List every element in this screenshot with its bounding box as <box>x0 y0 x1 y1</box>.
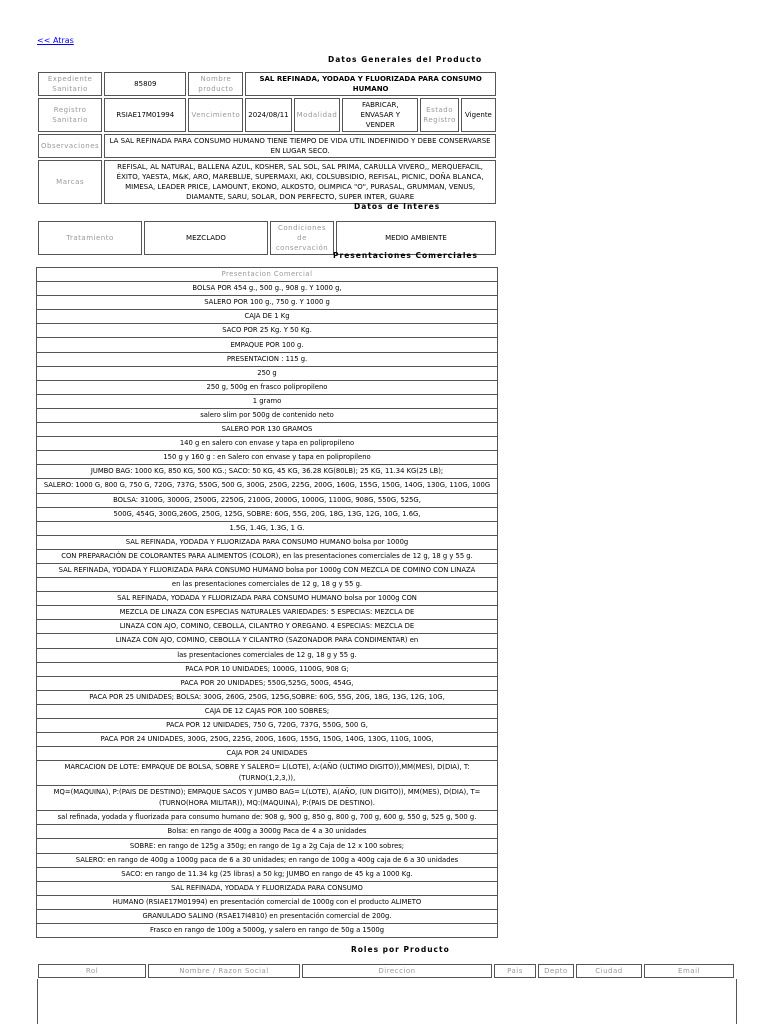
presentacion-row <box>37 677 497 691</box>
modalidad-label: Modalidad <box>294 98 341 132</box>
presentacion-row <box>37 910 497 924</box>
presentacion-cell: SACO: en rango de 11.34 kg (25 libras) a 50 kg; JUMBO en rango de 45 kg a 1000 Kg. <box>37 868 497 882</box>
presentacion-cell: LINAZA CON AJO, COMINO, CEBOLLA Y CILANTRO (SAZONADOR PARA CONDIMENTAR) en <box>37 634 497 648</box>
presentacion-row <box>37 649 497 663</box>
presentacion-row <box>37 592 497 606</box>
presentacion-row <box>37 353 497 367</box>
presentacion-row <box>37 409 497 423</box>
presentaciones-title: Presentaciones Comerciales <box>333 251 478 260</box>
registro-label: Registro Sanitario <box>38 98 102 132</box>
condiciones-value: MEDIO AMBIENTE <box>336 221 496 255</box>
presentacion-cell: SOBRE: en rango de 125g a 350g; en rango de 1g a 2g Caja de 12 x 100 sobres; <box>37 839 497 853</box>
presentacion-row <box>37 719 497 733</box>
presentacion-row <box>37 564 497 578</box>
presentacion-cell: 140 g en salero con envase y tapa en polipropileno <box>37 437 497 451</box>
roles-empty-row <box>37 979 737 1024</box>
registro-value: RSIAE17M01994 <box>104 98 186 132</box>
roles-table <box>36 962 736 980</box>
presentacion-cell: MQ=(MAQUINA), P:(PAIS DE DESTINO); EMPAQUE SACOS Y JUMBO BAG= L(LOTE), A(AÑO, (UN DIGITO)), MM(MES), D(DIA), T= (TURNO(HORA MILITAR)), MQ:(MAQUINA), P:(PAIS DE DESTINO). <box>37 786 497 811</box>
presentacion-row <box>37 691 497 705</box>
expediente-value: 85809 <box>104 72 186 96</box>
nombre-label: Nombre producto <box>188 72 243 96</box>
presentacion-row <box>37 825 497 839</box>
presentacion-cell: SAL REFINADA, YODADA Y FLUORIZADA PARA CONSUMO HUMANO bolsa por 1000g CON MEZCLA DE COMINO CON LINAZA <box>37 564 497 578</box>
presentacion-row <box>37 522 497 536</box>
presentacion-row <box>37 747 497 761</box>
presentacion-cell: SALERO POR 130 GRAMOS <box>37 423 497 437</box>
roles-header-email: Email <box>644 964 734 978</box>
presentaciones-table <box>36 267 498 938</box>
marcas-label: Marcas <box>38 160 102 204</box>
estado-value: Vigente <box>461 98 496 132</box>
presentacion-cell: sal refinada, yodada y fluorizada para consumo humano de: 908 g, 900 g, 850 g, 800 g, 700 g, 600 g, 550 g, 525 g, 500 g. <box>37 811 497 825</box>
presentacion-cell: SAL REFINADA, YODADA Y FLUORIZADA PARA CONSUMO <box>37 882 497 896</box>
back-link[interactable]: << Atras <box>37 36 74 45</box>
presentacion-cell: PACA POR 12 UNIDADES, 750 G, 720G, 737G, 550G, 500 G, <box>37 719 497 733</box>
roles-title: Roles por Producto <box>351 945 450 954</box>
presentacion-row <box>37 550 497 564</box>
vencimiento-label: Vencimiento <box>188 98 243 132</box>
presentacion-cell: MEZCLA DE LINAZA CON ESPECIAS NATURALES VARIEDADES: 5 ESPECIAS: MEZCLA DE <box>37 606 497 620</box>
presentacion-cell: GRANULADO SALINO (RSAE17I4810) en presentación comercial de 200g. <box>37 910 497 924</box>
presentacion-cell: SAL REFINADA, YODADA Y FLUORIZADA PARA CONSUMO HUMANO bolsa por 1000g CON <box>37 592 497 606</box>
presentacion-cell: MARCACION DE LOTE: EMPAQUE DE BOLSA, SOBRE Y SALERO= L(LOTE), A:(AÑO (ULTIMO DIGITO)),MM(MES), D(DIA), T:(TURNO(1,2,3,)), <box>37 761 497 786</box>
modalidad-value: FABRICAR, ENVASAR Y VENDER <box>342 98 418 132</box>
presentacion-row <box>37 423 497 437</box>
presentacion-row <box>37 437 497 451</box>
presentacion-cell: SALERO: 1000 G, 800 G, 750 G, 720G, 737G, 550G, 500 G, 300G, 250G, 225G, 200G, 160G, 155G, 150G, 140G, 130G, 110G, 100G <box>37 479 497 493</box>
presentacion-cell: BOLSA POR 454 g., 500 g., 908 g. Y 1000 g, <box>37 282 497 296</box>
observaciones-label: Observaciones <box>38 134 102 158</box>
roles-header-nombre: Nombre / Razon Social <box>148 964 300 978</box>
estado-label: Estado Registro <box>420 98 459 132</box>
presentacion-row <box>37 310 497 324</box>
presentacion-row <box>37 451 497 465</box>
presentacion-row <box>37 761 497 786</box>
presentacion-row <box>37 494 497 508</box>
presentacion-row <box>37 786 497 811</box>
presentacion-row <box>37 705 497 719</box>
presentacion-cell: 1 gramo <box>37 395 497 409</box>
presentacion-cell: PACA POR 10 UNIDADES; 1000G, 1100G, 908 G; <box>37 663 497 677</box>
presentacion-cell: JUMBO BAG: 1000 KG, 850 KG, 500 KG.; SACO: 50 KG, 45 KG, 36.28 KG(80LB); 25 KG, 11.34 KG(25 LB); <box>37 465 497 479</box>
presentacion-row <box>37 324 497 338</box>
presentacion-row <box>37 338 497 352</box>
presentacion-row <box>37 536 497 550</box>
presentacion-row <box>37 367 497 381</box>
presentacion-cell: PRESENTACION : 115 g. <box>37 353 497 367</box>
presentacion-cell: CAJA DE 12 CAJAS POR 100 SOBRES; <box>37 705 497 719</box>
presentacion-row <box>37 634 497 648</box>
vencimiento-value: 2024/08/11 <box>245 98 291 132</box>
presentacion-row <box>37 663 497 677</box>
presentacion-row <box>37 854 497 868</box>
expediente-label: Expediente Sanitario <box>38 72 102 96</box>
presentacion-cell: 250 g <box>37 367 497 381</box>
presentacion-row <box>37 733 497 747</box>
presentacion-cell: 500G, 454G, 300G,260G, 250G, 125G, SOBRE: 60G, 55G, 20G, 18G, 13G, 12G, 10G, 1.6G, <box>37 508 497 522</box>
presentacion-cell: SALERO: en rango de 400g a 1000g paca de 6 a 30 unidades; en rango de 100g a 400g caja de 6 a 30 unidades <box>37 854 497 868</box>
presentacion-cell: Bolsa: en rango de 400g a 3000g Paca de 4 a 30 unidades <box>37 825 497 839</box>
presentacion-cell: salero slim por 500g de contenido neto <box>37 409 497 423</box>
presentacion-row <box>37 508 497 522</box>
tratamiento-label: Tratamiento <box>38 221 142 255</box>
presentacion-cell: PACA POR 24 UNIDADES, 300G, 250G, 225G, 200G, 160G, 155G, 150G, 140G, 130G, 110G, 100G, <box>37 733 497 747</box>
presentacion-cell: las presentaciones comerciales de 12 g, 18 g y 55 g. <box>37 649 497 663</box>
roles-header-ciudad: Ciudad <box>576 964 642 978</box>
roles-header-direccion: Direccion <box>302 964 492 978</box>
tratamiento-value: MEZCLADO <box>144 221 268 255</box>
presentacion-cell: 1.5G, 1.4G, 1.3G, 1 G. <box>37 522 497 536</box>
presentacion-row <box>37 282 497 296</box>
presentacion-row <box>37 395 497 409</box>
presentacion-cell: PACA POR 20 UNIDADES; 550G,525G, 500G, 454G, <box>37 677 497 691</box>
observaciones-value: LA SAL REFINADA PARA CONSUMO HUMANO TIENE TIEMPO DE VIDA UTIL INDEFINIDO Y DEBE CONSERVARSE EN LUGAR SECO. <box>104 134 496 158</box>
nombre-value: SAL REFINADA, YODADA Y FLUORIZADA PARA CONSUMO HUMANO <box>245 72 496 96</box>
presentacion-row <box>37 896 497 910</box>
presentacion-cell: CON PREPARACIÓN DE COLORANTES PARA ALIMENTOS (COLOR), en las presentaciones comerciales de 12 g, 18 g y 55 g. <box>37 550 497 564</box>
presentacion-cell: SAL REFINADA, YODADA Y FLUORIZADA PARA CONSUMO HUMANO bolsa por 1000g <box>37 536 497 550</box>
presentacion-row <box>37 811 497 825</box>
roles-header-depto: Depto <box>538 964 574 978</box>
presentacion-cell: SALERO POR 100 g., 750 g. Y 1000 g <box>37 296 497 310</box>
presentacion-row <box>37 479 497 493</box>
presentacion-row <box>37 606 497 620</box>
presentacion-row <box>37 578 497 592</box>
presentacion-row <box>37 868 497 882</box>
presentacion-cell: LINAZA CON AJO, COMINO, CEBOLLA, CILANTRO Y OREGANO. 4 ESPECIAS: MEZCLA DE <box>37 620 497 634</box>
condiciones-label: Condiciones de conservación <box>270 221 334 255</box>
presentacion-cell: 150 g y 160 g : en Salero con envase y tapa en polipropileno <box>37 451 497 465</box>
presentacion-cell: CAJA DE 1 Kg <box>37 310 497 324</box>
presentacion-row <box>37 620 497 634</box>
presentacion-cell: SACO POR 25 Kg. Y 50 Kg. <box>37 324 497 338</box>
presentacion-cell: BOLSA: 3100G, 3000G, 2500G, 2250G, 2100G, 2000G, 1000G, 1100G, 908G, 550G, 525G, <box>37 494 497 508</box>
presentacion-row <box>37 381 497 395</box>
presentacion-cell: CAJA POR 24 UNIDADES <box>37 747 497 761</box>
presentacion-cell: PACA POR 25 UNIDADES; BOLSA: 300G, 260G, 250G, 125G,SOBRE: 60G, 55G, 20G, 18G, 13G, 12G, 10G, <box>37 691 497 705</box>
general-data-table <box>36 70 498 206</box>
marcas-value: REFISAL, AL NATURAL, BALLENA AZUL, KOSHER, SAL SOL, SAL PRIMA, CARULLA VIVERO,, MERQUEFACIL, ÉXITO, YAESTA, M&K, ARO, MAREBLUE, SUPERMAXI, AKI, COLSUBSIDIO, REFISAL, PICNIC, DOÑA BLANCA, MIMESA, LEADER PRICE, LAMOUNT, EKONO, ALKOSTO, OLIMPICA "O", PURASAL, GRUMMAN, VENUS, DIAMANTE, SARU, SOLAR, DON PERFECTO, SUPER INTER, GUARE <box>104 160 496 204</box>
presentacion-cell: HUMANO (RSIAE17M01994) en presentación comercial de 1000g con el producto ALIMETO <box>37 896 497 910</box>
interes-title: Datos de Interes <box>354 202 441 211</box>
presentaciones-header: Presentacion Comercial <box>37 268 497 282</box>
presentacion-cell: Frasco en rango de 100g a 5000g, y salero en rango de 50g a 1500g <box>149 926 385 935</box>
presentacion-cell: 250 g, 500g en frasco polipropileno <box>37 381 497 395</box>
roles-header-pais: Pais <box>494 964 536 978</box>
presentacion-cell: EMPAQUE POR 100 g. <box>37 338 497 352</box>
presentacion-row <box>37 924 497 937</box>
presentacion-row <box>37 296 497 310</box>
presentacion-row <box>37 465 497 479</box>
roles-header-rol: Rol <box>38 964 146 978</box>
presentacion-row <box>37 882 497 896</box>
presentacion-cell: en las presentaciones comerciales de 12 g, 18 g y 55 g. <box>37 578 497 592</box>
presentacion-row <box>37 839 497 853</box>
general-data-title: Datos Generales del Producto <box>328 55 483 64</box>
